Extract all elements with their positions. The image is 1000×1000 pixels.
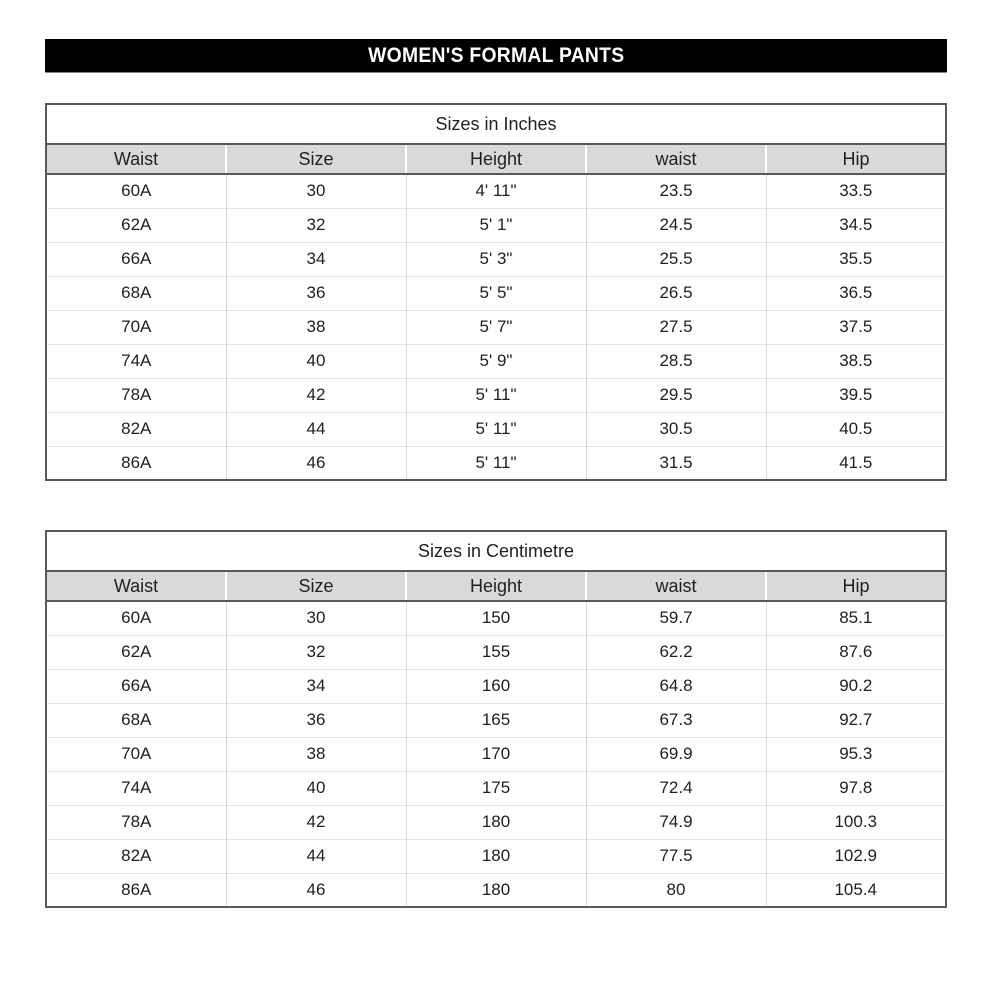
table-row xyxy=(46,635,946,669)
column-header-hip: Hip xyxy=(766,144,946,174)
table-cell: 30.5 xyxy=(586,412,766,446)
table-cell: 42 xyxy=(226,378,406,412)
table-row xyxy=(46,412,946,446)
table-cell: 5' 1" xyxy=(406,208,586,242)
table-cell: 46 xyxy=(226,873,406,907)
table-row xyxy=(46,771,946,805)
table-cell: 87.6 xyxy=(766,635,946,669)
table-cell: 27.5 xyxy=(586,310,766,344)
table-cell: 78A xyxy=(46,378,226,412)
table-header-row xyxy=(46,144,946,174)
table-cell: 62.2 xyxy=(586,635,766,669)
table-row xyxy=(46,276,946,310)
page-title-banner xyxy=(45,39,947,73)
table-cell: 100.3 xyxy=(766,805,946,839)
table-row xyxy=(46,446,946,480)
table-cell: 40.5 xyxy=(766,412,946,446)
table-cell: 59.7 xyxy=(586,601,766,635)
table-caption: Sizes in Centimetre xyxy=(46,531,946,571)
table-cell: 160 xyxy=(406,669,586,703)
table-row xyxy=(46,737,946,771)
table-cell: 32 xyxy=(226,635,406,669)
table-cell: 170 xyxy=(406,737,586,771)
table-cell: 42 xyxy=(226,805,406,839)
column-header-size: Size xyxy=(226,144,406,174)
table-cell: 82A xyxy=(46,412,226,446)
table-cell: 180 xyxy=(406,805,586,839)
table-row xyxy=(46,310,946,344)
table-cell: 38 xyxy=(226,737,406,771)
column-header-size: Size xyxy=(226,571,406,601)
sizes-in-inches-table xyxy=(45,103,947,481)
table-cell: 44 xyxy=(226,412,406,446)
table-cell: 66A xyxy=(46,669,226,703)
column-header-waist: waist xyxy=(586,571,766,601)
table-cell: 175 xyxy=(406,771,586,805)
table-cell: 33.5 xyxy=(766,174,946,208)
table-cell: 69.9 xyxy=(586,737,766,771)
table-cell: 68A xyxy=(46,703,226,737)
table-cell: 67.3 xyxy=(586,703,766,737)
column-header-waist-code: Waist xyxy=(46,144,226,174)
column-header-waist-code: Waist xyxy=(46,571,226,601)
table-cell: 86A xyxy=(46,446,226,480)
table-cell: 60A xyxy=(121,181,152,201)
table-caption-row xyxy=(46,531,946,571)
table-cell: 60A xyxy=(121,608,152,628)
table-cell: 31.5 xyxy=(586,446,766,480)
table-cell: 36.5 xyxy=(766,276,946,310)
table-caption-row xyxy=(46,104,946,144)
table-cell: 80 xyxy=(586,873,766,907)
table-row xyxy=(46,344,946,378)
table-cell: 5' 3" xyxy=(406,242,586,276)
table-cell: 74A xyxy=(46,771,226,805)
table-cell: 95.3 xyxy=(766,737,946,771)
sizes-in-centimetre-table xyxy=(45,530,947,908)
table-row xyxy=(46,208,946,242)
table-cell: 34 xyxy=(226,669,406,703)
table-cell: 64.8 xyxy=(586,669,766,703)
column-header-height: Height xyxy=(406,571,586,601)
table-row xyxy=(46,174,946,208)
table-cell: 26.5 xyxy=(586,276,766,310)
table-cell: 150 xyxy=(406,601,586,635)
table-row xyxy=(46,242,946,276)
table-cell: 77.5 xyxy=(586,839,766,873)
table-cell: 36 xyxy=(226,703,406,737)
table-row xyxy=(46,601,946,635)
table-cell: 44 xyxy=(226,839,406,873)
table-cell: 35.5 xyxy=(766,242,946,276)
table-cell: 72.4 xyxy=(586,771,766,805)
table-cell: 38.5 xyxy=(766,344,946,378)
column-header-hip: Hip xyxy=(766,571,946,601)
table-cell: 30 xyxy=(226,601,406,635)
table-cell: 85.1 xyxy=(766,601,946,635)
table-cell: 74A xyxy=(46,344,226,378)
table-cell: 5' 11" xyxy=(406,378,586,412)
table-row xyxy=(46,805,946,839)
table-row xyxy=(46,378,946,412)
table-cell: 62A xyxy=(46,208,226,242)
table-cell: 105.4 xyxy=(766,873,946,907)
table-cell: 180 xyxy=(406,839,586,873)
table-row xyxy=(46,703,946,737)
table-cell: 30 xyxy=(226,174,406,208)
table-cell: 41.5 xyxy=(766,446,946,480)
table-cell: 78A xyxy=(46,805,226,839)
table-cell: 97.8 xyxy=(766,771,946,805)
table-cell: 5' 9" xyxy=(406,344,586,378)
table-body-centimetre xyxy=(46,601,946,907)
table-cell: 102.9 xyxy=(766,839,946,873)
table-cell: 92.7 xyxy=(766,703,946,737)
table-body-inches xyxy=(46,174,946,480)
table-cell: 165 xyxy=(406,703,586,737)
table-cell: 4' 11" xyxy=(406,174,586,208)
table-cell: 28.5 xyxy=(586,344,766,378)
column-header-waist: waist xyxy=(586,144,766,174)
table-cell: 34 xyxy=(226,242,406,276)
table-cell: 90.2 xyxy=(766,669,946,703)
table-cell: 40 xyxy=(226,771,406,805)
column-header-height: Height xyxy=(406,144,586,174)
page-title: WOMEN'S FORMAL PANTS xyxy=(367,43,625,67)
table-cell: 86A xyxy=(46,873,226,907)
table-cell: 70A xyxy=(46,737,226,771)
table-cell: 29.5 xyxy=(586,378,766,412)
table-cell: 70A xyxy=(46,310,226,344)
table-cell: 36 xyxy=(226,276,406,310)
table-cell: 32 xyxy=(226,208,406,242)
table-cell: 46 xyxy=(226,446,406,480)
table-row xyxy=(46,873,946,907)
table-cell: 180 xyxy=(406,873,586,907)
table-cell: 5' 5" xyxy=(406,276,586,310)
table-cell: 155 xyxy=(406,635,586,669)
table-cell: 24.5 xyxy=(586,208,766,242)
table-cell: 38 xyxy=(226,310,406,344)
table-cell: 25.5 xyxy=(586,242,766,276)
table-cell: 62A xyxy=(46,635,226,669)
table-cell: 74.9 xyxy=(586,805,766,839)
table-caption: Sizes in Inches xyxy=(46,104,946,144)
table-cell: 68A xyxy=(46,276,226,310)
table-cell: 82A xyxy=(46,839,226,873)
table-cell: 39.5 xyxy=(766,378,946,412)
table-row xyxy=(46,669,946,703)
table-cell: 23.5 xyxy=(586,174,766,208)
table-cell: 5' 11" xyxy=(406,412,586,446)
table-cell: 34.5 xyxy=(766,208,946,242)
table-cell: 66A xyxy=(46,242,226,276)
table-cell: 5' 7" xyxy=(406,310,586,344)
table-header-row xyxy=(46,571,946,601)
table-row xyxy=(46,839,946,873)
table-cell: 40 xyxy=(226,344,406,378)
table-cell: 5' 11" xyxy=(406,446,586,480)
table-cell: 37.5 xyxy=(766,310,946,344)
